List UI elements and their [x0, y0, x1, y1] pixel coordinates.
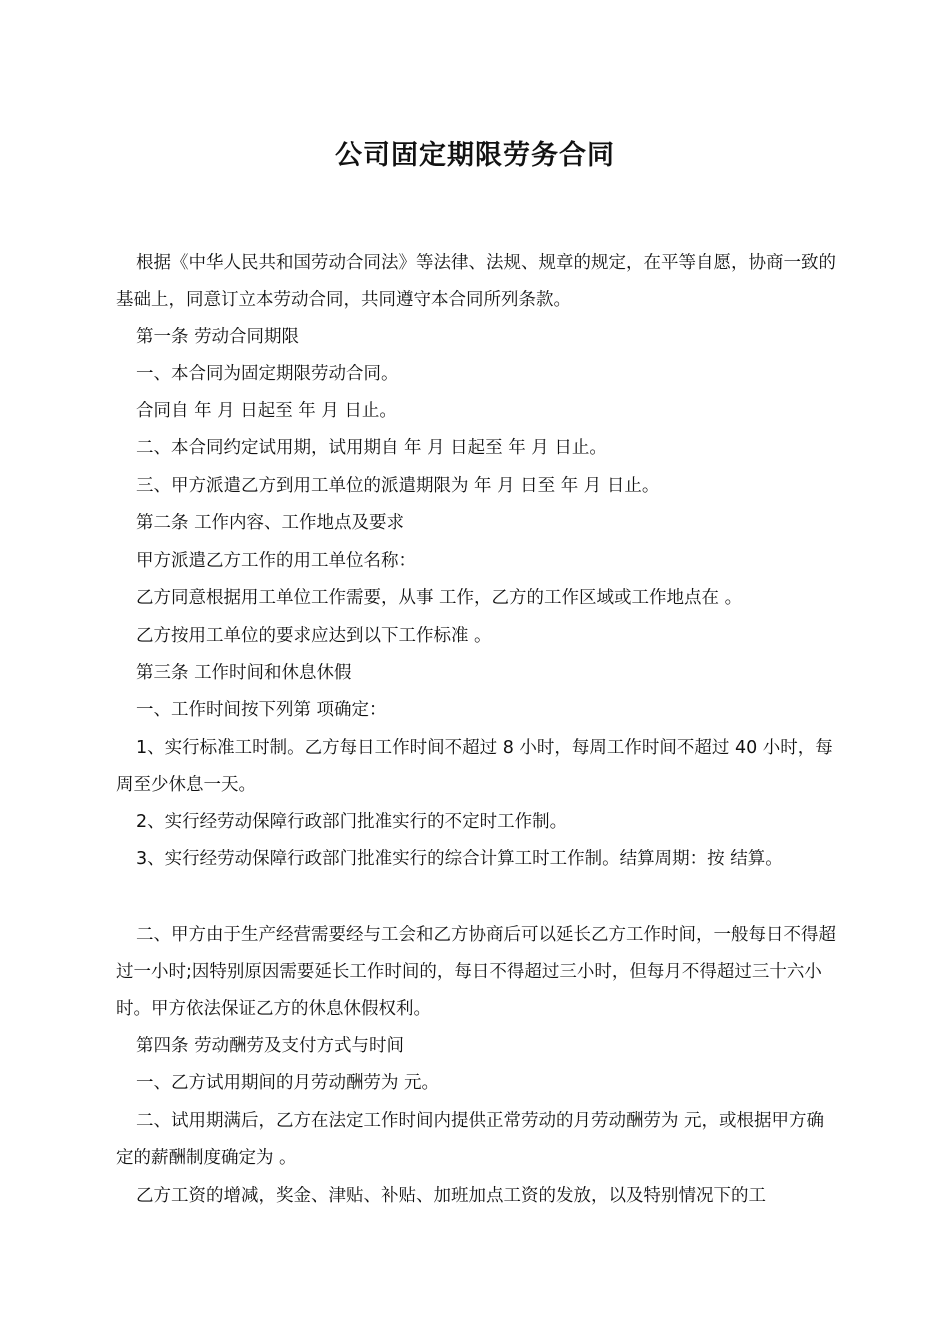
document-title: 公司固定期限劳务合同: [335, 140, 615, 171]
article-4-paragraph-2: 乙方工资的增减，奖金、津贴、补贴、加班加点工资的发放，以及特别情况下的工: [136, 1186, 766, 1206]
article-4-line-1: 一、乙方试用期间的月劳动酬劳为 元。: [136, 1073, 440, 1093]
article-3-line-1: 一、工作时间按下列第 项确定：: [136, 700, 387, 720]
article-1-line-2: 合同自 年 月 日起至 年 月 日止。: [136, 401, 397, 421]
article-3-paragraph-2: 二、甲方由于生产经营需要经与工会和乙方协商后可以延长乙方工作时间，一般每日不得超过一小时;因特别原因需要延长工作时间的，每日不得超过三小时，但每月不得超过三十六小时。甲方依法保证乙方的休息休假权利。: [116, 925, 836, 1019]
article-4-heading: 第四条 劳动酬劳及支付方式与时间: [136, 1036, 405, 1056]
intro-paragraph: 根据《中华人民共和国劳动合同法》等法律、法规、规章的规定，在平等自愿，协商一致的基础上，同意订立本劳动合同，共同遵守本合同所列条款。: [116, 253, 836, 310]
article-3-line-3: 3、实行经劳动保障行政部门批准实行的综合计算工时工作制。结算周期：按 结算。: [136, 849, 783, 869]
article-3-line-2: 2、实行经劳动保障行政部门批准实行的不定时工作制。: [136, 812, 568, 832]
article-1-line-4: 三、甲方派遣乙方到用工单位的派遣期限为 年 月 日至 年 月 日止。: [136, 476, 660, 496]
article-2-line-3: 乙方按用工单位的要求应达到以下工作标准 。: [136, 626, 492, 646]
article-2-heading: 第二条 工作内容、工作地点及要求: [136, 513, 405, 533]
article-2-line-1: 甲方派遣乙方工作的用工单位名称：: [136, 551, 416, 571]
article-1-line-1: 一、本合同为固定期限劳动合同。: [136, 364, 399, 384]
article-1-line-3: 二、本合同约定试用期，试用期自 年 月 日起至 年 月 日止。: [136, 438, 607, 458]
article-3-paragraph-1: 1、实行标准工时制。乙方每日工作时间不超过 8 小时，每周工作时间不超过 40 小时，每周至少休息一天。: [116, 738, 833, 795]
article-2-line-2: 乙方同意根据用工单位工作需要，从事 工作，乙方的工作区域或工作地点在 。: [136, 588, 743, 608]
article-1-heading: 第一条 劳动合同期限: [136, 327, 300, 347]
article-3-heading: 第三条 工作时间和休息休假: [136, 663, 352, 683]
article-4-paragraph-1: 二、试用期满后，乙方在法定工作时间内提供正常劳动的月劳动酬劳为 元，或根据甲方确定的薪酬制度确定为 。: [116, 1111, 825, 1168]
